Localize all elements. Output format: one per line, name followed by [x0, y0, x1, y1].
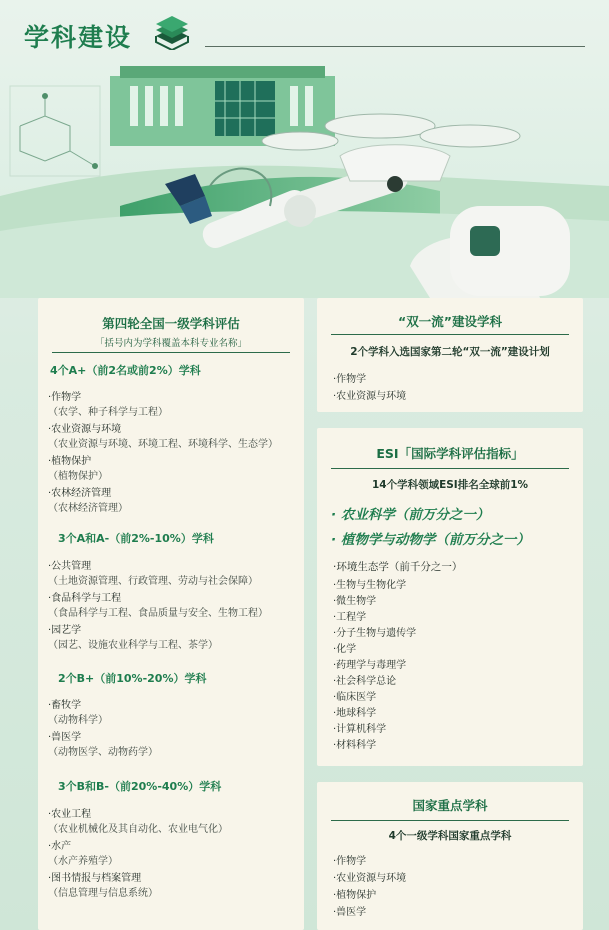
list-item: ·生物与生物化学	[333, 580, 407, 591]
double-first-divider	[331, 334, 569, 335]
list-item: ·水产	[48, 841, 72, 852]
list-item: ·植物保护	[333, 890, 377, 901]
national-key-lead: 4个一级学科国家重点学科	[388, 830, 512, 842]
list-item: ·工程学	[333, 612, 367, 623]
list-item: ·计算机科学	[333, 724, 387, 735]
group-heading-a-plus: 4个A+（前2名或前2%）学科	[50, 364, 201, 377]
list-item: ·微生物学	[333, 596, 377, 607]
evaluation-divider	[52, 352, 290, 353]
list-item: ·临床医学	[333, 692, 377, 703]
list-item: ·化学	[333, 644, 357, 655]
list-item-note: （动物医学、动物药学）	[48, 747, 158, 758]
list-item: ·农业工程	[48, 809, 92, 820]
list-item: ·作物学	[333, 374, 367, 385]
stacked-books-icon	[152, 12, 192, 50]
double-first-class-panel	[317, 298, 583, 412]
list-item: ·兽医学	[48, 732, 82, 743]
list-item: ·药理学与毒理学	[333, 660, 407, 671]
list-item: ·食品科学与工程	[48, 593, 122, 604]
esi-panel	[317, 428, 583, 766]
list-item-note: （农学、种子科学与工程）	[48, 407, 168, 418]
list-item: ·园艺学	[48, 625, 82, 636]
double-first-title: “双一流”建设学科	[398, 314, 502, 329]
national-key-title: 国家重点学科	[412, 798, 488, 813]
list-item-note: （土地资源管理、行政管理、劳动与社会保障）	[48, 576, 258, 587]
list-item: ·作物学	[333, 856, 367, 867]
list-item: ·公共管理	[48, 561, 92, 572]
evaluation-subtitle: 「括号内为学科覆盖本科专业名称」	[94, 338, 247, 349]
list-item: ·农业资源与环境	[48, 424, 122, 435]
esi-top-item: · 农业科学（前万分之一）	[331, 507, 490, 523]
list-item: ·作物学	[48, 392, 82, 403]
list-item: ·分子生物与遗传学	[333, 628, 417, 639]
list-item: ·畜牧学	[48, 700, 82, 711]
list-item-note: （园艺、设施农业科学与工程、茶学）	[48, 640, 218, 651]
list-item: ·农业资源与环境	[333, 391, 407, 402]
page-title: 学科建设	[24, 23, 133, 52]
list-item: ·材料科学	[333, 740, 377, 751]
list-item: ·图书情报与档案管理	[48, 873, 142, 884]
list-item: ·植物保护	[48, 456, 92, 467]
list-item: ·农业资源与环境	[333, 873, 407, 884]
list-item: ·农林经济管理	[48, 488, 112, 499]
double-first-lead: 2个学科入选国家第二轮“双一流”建设计划	[350, 346, 550, 358]
list-item: ·地球科学	[333, 708, 377, 719]
list-item-note: （水产养殖学）	[48, 856, 118, 867]
list-item-note: （农林经济管理）	[48, 503, 128, 514]
list-item-note: （动物科学）	[48, 715, 108, 726]
group-heading-b: 3个B和B-（前20%-40%）学科	[58, 780, 222, 793]
group-heading-a: 3个A和A-（前2%-10%）学科	[58, 532, 214, 545]
list-item-note: （农业资源与环境、环境工程、环境科学、生态学）	[48, 439, 278, 450]
list-item-note: （信息管理与信息系统）	[48, 888, 158, 899]
esi-lead: 14个学科领域ESI排名全球前1%	[371, 479, 529, 491]
campus-robot-illustration	[0, 56, 609, 298]
esi-top-item: · 植物学与动物学（前万分之一）	[331, 532, 530, 548]
national-key-panel	[317, 782, 583, 930]
list-item: ·环境生态学（前千分之一）	[333, 561, 463, 573]
list-item: ·兽医学	[333, 907, 367, 918]
group-heading-b-plus: 2个B+（前10%-20%）学科	[58, 672, 207, 685]
discipline-evaluation-panel	[38, 298, 304, 930]
list-item-note: （农业机械化及其自动化、农业电气化）	[48, 824, 228, 835]
title-divider	[205, 46, 585, 47]
esi-title: ESI「国际学科评估指标」	[376, 446, 524, 461]
list-item-note: （食品科学与工程、食品质量与安全、生物工程）	[48, 608, 268, 619]
evaluation-title: 第四轮全国一级学科评估	[102, 316, 240, 331]
list-item-note: （植物保护）	[48, 471, 108, 482]
esi-divider	[331, 468, 569, 469]
national-key-divider	[331, 820, 569, 821]
list-item: ·社会科学总论	[333, 676, 397, 687]
